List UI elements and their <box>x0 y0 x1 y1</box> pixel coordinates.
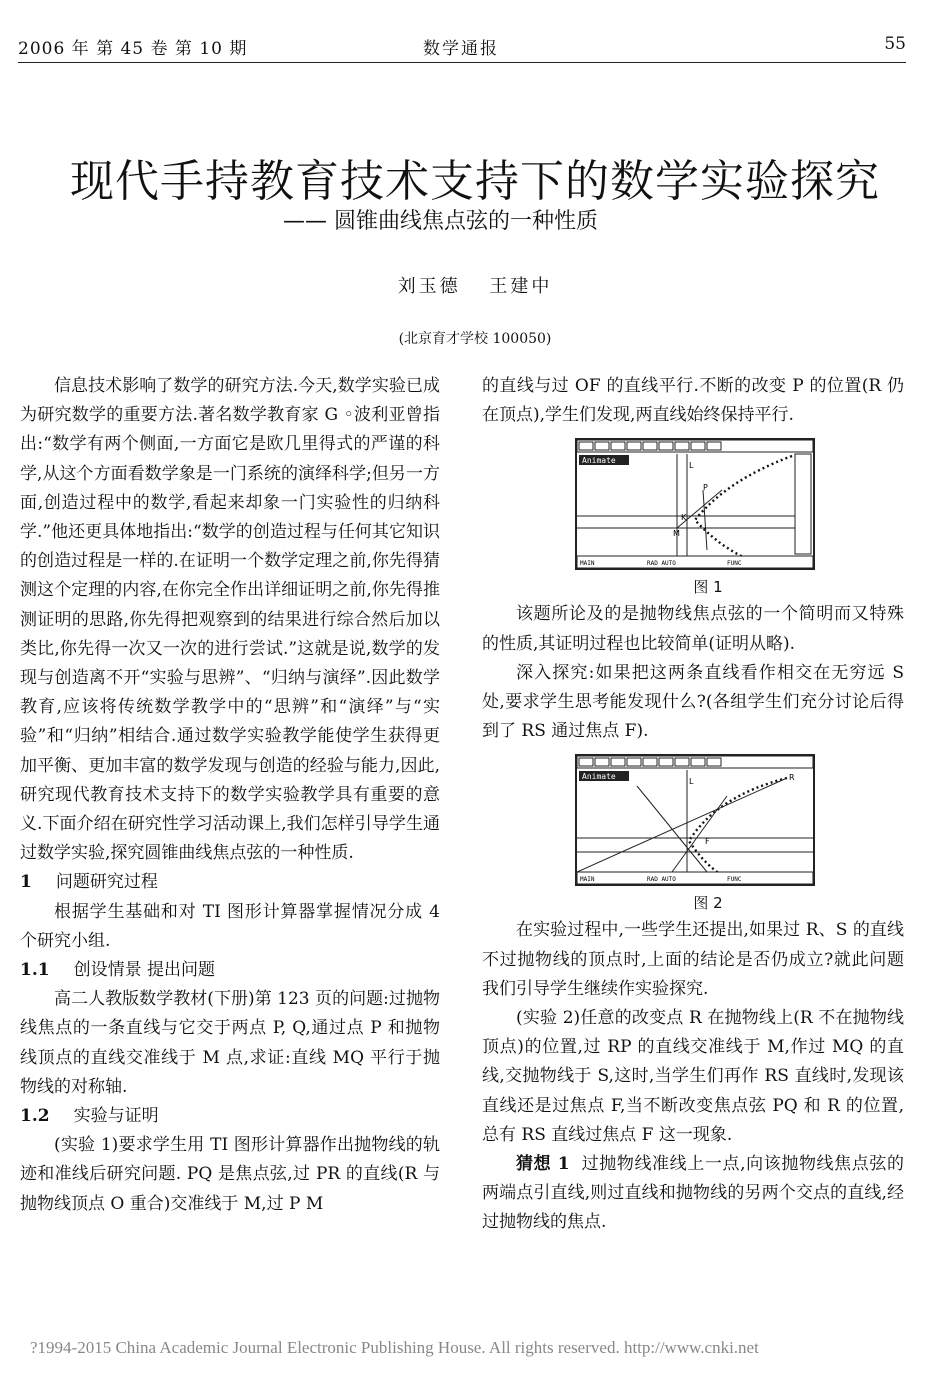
status-main: MAIN <box>580 560 595 568</box>
status-func-2: FUNC <box>727 876 742 884</box>
figure-1 <box>575 438 815 570</box>
svg-text:K: K <box>681 513 687 523</box>
paragraph-3: 深入探究:如果把这两条直线看作相交在无穷远 S 处,要求学生思考能发现什么?(各组学生们充分讨论后得到了 RS 通过焦点 F). <box>482 662 904 742</box>
svg-text:L: L <box>689 461 694 471</box>
paragraph-2: 该题所论及的是抛物线焦点弦的一个简明而又特殊的性质,其证明过程也比较简单(证明从略). <box>482 604 904 654</box>
status-mode-2: RAD AUTO <box>647 876 676 884</box>
svg-text:R: R <box>789 773 795 783</box>
svg-text:F: F <box>705 837 710 847</box>
figure-1-caption: 图 1 <box>693 578 723 597</box>
journal-name: 数学通报 <box>423 39 499 59</box>
page-number: 55 <box>884 34 906 54</box>
paragraph-4: 在实验过程中,一些学生还提出,如果过 R、S 的直线不过抛物线的顶点时,上面的结论是否仍成立?就此问题我们引导学生继续作实验探究. <box>482 920 904 999</box>
svg-text:P: P <box>703 483 708 493</box>
section-1-heading: 1 问题研究过程 <box>20 872 158 893</box>
svg-text:L: L <box>689 777 694 787</box>
authors: 刘玉德 王建中 <box>397 276 553 297</box>
svg-text:M: M <box>673 529 680 539</box>
status-func: FUNC <box>727 560 742 568</box>
paragraph-5: (实验 2)任意的改变点 R 在抛物线上(R 不在抛物线顶点)的位置,过 RP 的直线交准线于 M,作过 MQ 的直线,交抛物线于 S,这时,当学生们再作 RS 直线时,发现该直线还是过焦点 F,当不断改变焦点弦 PQ 和 R 的位置,总有 RS 直线过焦点 F 这一现象. <box>482 1008 904 1145</box>
figure-2-caption: 图 2 <box>693 894 723 913</box>
right-column <box>482 372 904 1238</box>
intro-paragraph: 信息技术影响了数学的研究方法.今天,数学实验已成为研究数学的重要方法.著名数学教育家 G ◦波利亚曾指出:“数学有两个侧面,一方面它是欧几里得式的严谨的科学,从这个方面看数学象是一门系统的演绎科学;但另一方面,创造过程中的数学,看起来却象一门实验性的归纳科学.”他还更具体地指出:“数学的创造过程与任何其它知识的创造过程是一样的.在证明一个数学定理之前,你先得猜测这个定理的内容,在你完全作出详细证明之前,你先得推测证明的思路,你先得把观察到的结果进行综合然后加以类比,你先得一次又一次的进行尝试.”这就是说,数学的发现与创造离不开“实验与思辨”、“归纳与演绎”.因此数学教育,应该将传统数学教学中的“思辨”和“演绎”与“实验”和“归纳”相结合.通过数学实验教学能使学生获得更加平衡、更加丰富的数学发现与创造的经验与能力,因此,研究现代教育技术支持下的数学实验教学具有重要的意义.下面介绍在研究性学习活动课上,我们怎样引导学生通过数学实验,探究圆锥曲线焦点弦的一种性质. <box>20 376 440 864</box>
left-column <box>20 372 440 1219</box>
conjecture-1: 猜想 1 过抛物线准线上一点,向该抛物线焦点弦的两端点引直线,则过直线和抛物线的另两个交点的直线,经过抛物线的焦点. <box>482 1154 904 1233</box>
running-header <box>18 34 906 62</box>
article-title: 现代手持教育技术支持下的数学实验探究 <box>70 156 880 207</box>
affiliation: (北京育才学校 100050) <box>398 331 552 347</box>
section-1-2-text: (实验 1)要求学生用 TI 图形计算器作出抛物线的轨迹和准线后研究问题. PQ 是焦点弦,过 PR 的直线(R 与抛物线顶点 O 重合)交准线于 M,过 P M <box>20 1135 440 1214</box>
article-subtitle: —— 圆锥曲线焦点弦的一种性质 <box>283 209 598 234</box>
animate-label: Animate <box>582 456 616 466</box>
header-rule <box>18 62 906 63</box>
section-1-1-text: 高二人教版数学教材(下册)第 123 页的问题:过抛物线焦点的一条直线与它交于两点 P, Q,通过点 P 和抛物线顶点的直线交准线于 M 点,求证:直线 MQ 平行于抛物线的对称轴. <box>20 989 440 1097</box>
status-mode: RAD AUTO <box>647 560 676 568</box>
section-1-1-heading: 1.1 创设情景 提出问题 <box>20 960 215 981</box>
animate-label-2: Animate <box>582 772 616 782</box>
figure-2 <box>575 754 815 886</box>
issue-info: 2006 年 第 45 卷 第 10 期 <box>18 39 248 59</box>
section-1-2-heading: 1.2 实验与证明 <box>20 1106 159 1127</box>
copyright-footer: ?1994-2015 China Academic Journal Electronic Publishing House. All rights reserved. http://www.cnki.net <box>30 1338 759 1357</box>
figure-1-screen <box>577 440 813 568</box>
figure-2-screen <box>577 756 813 884</box>
continued-paragraph: 的直线与过 OF 的直线平行.不断的改变 P 的位置(R 仍在顶点),学生们发现,两直线始终保持平行. <box>482 376 904 426</box>
conjecture-label: 猜想 1 <box>516 1154 570 1175</box>
status-main-2: MAIN <box>580 876 595 884</box>
section-1-text: 根据学生基础和对 TI 图形计算器掌握情况分成 4 个研究小组. <box>20 901 440 951</box>
